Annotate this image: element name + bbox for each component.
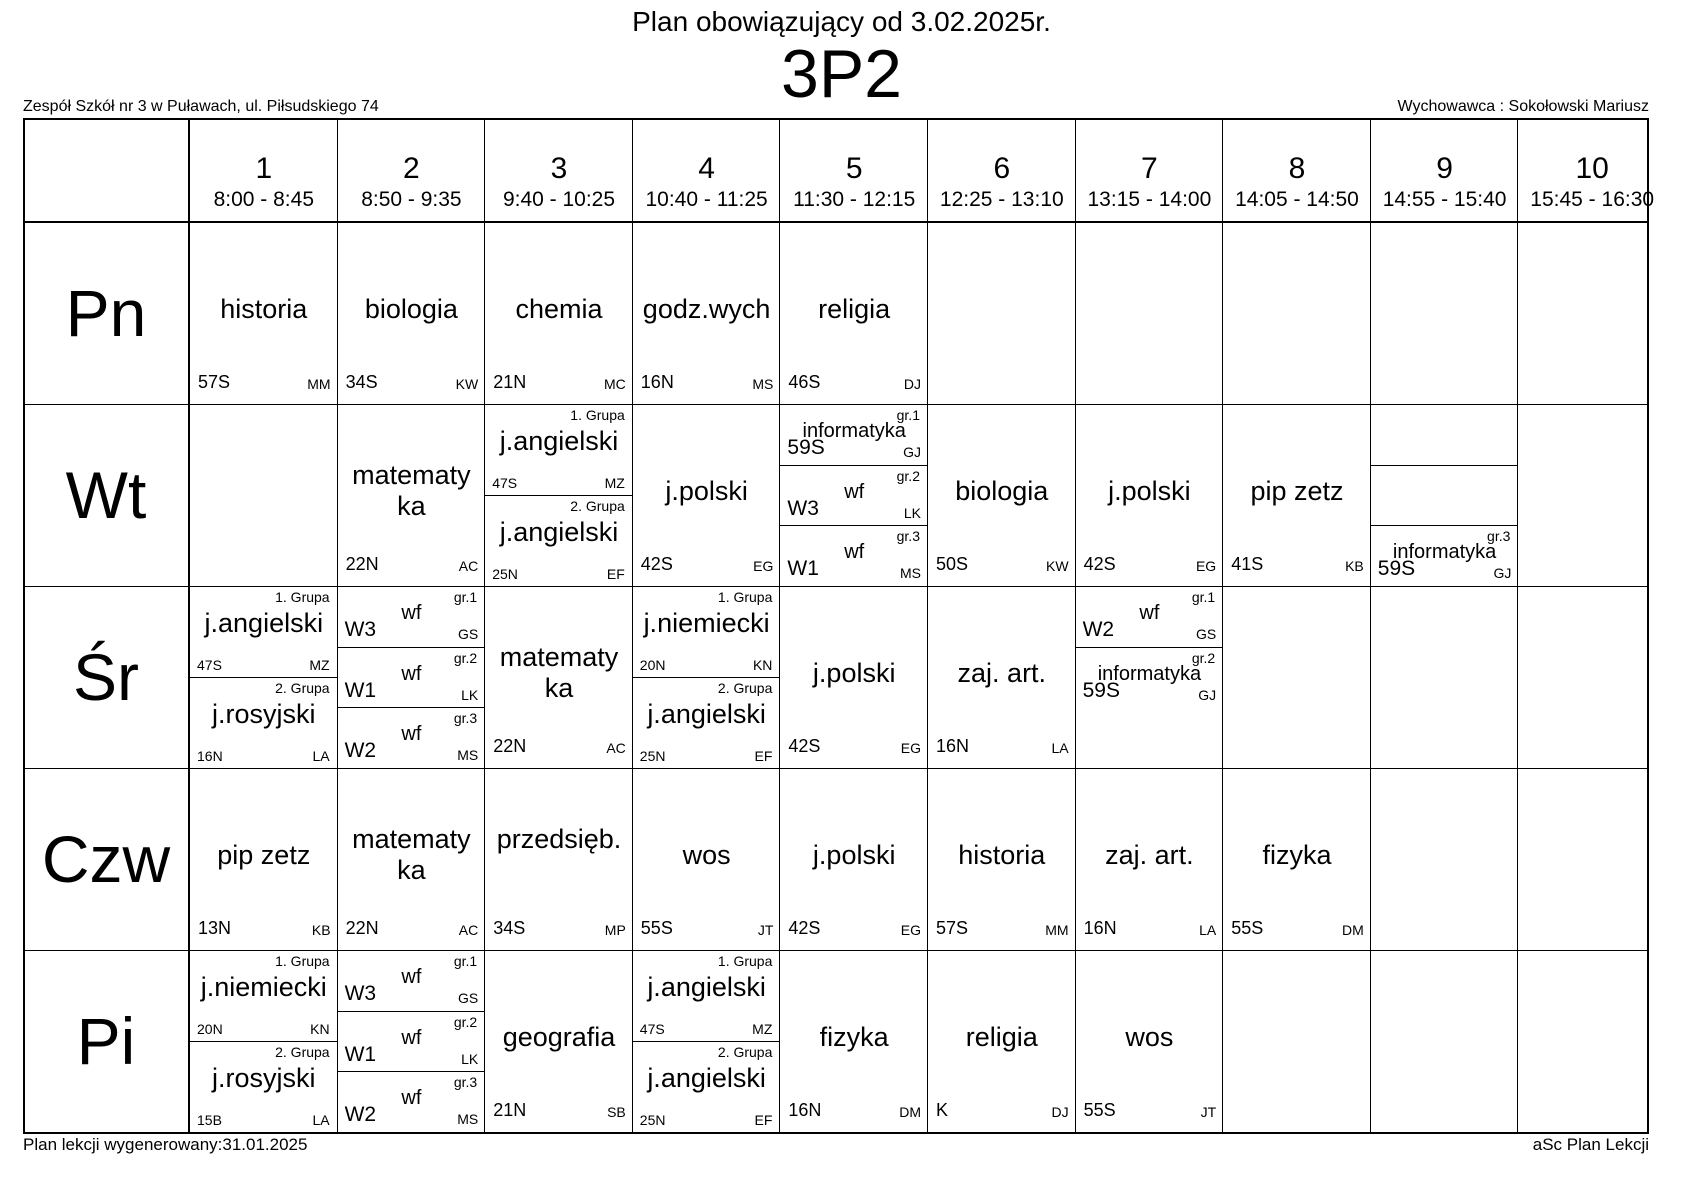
teacher-code: MZ (752, 1021, 773, 1037)
subject-name: matematyka (352, 824, 471, 886)
period-header (1223, 120, 1371, 222)
group-divider (338, 707, 486, 708)
teacher-code: AC (458, 922, 479, 938)
room-number: W2 (1082, 618, 1115, 641)
lesson-cell (633, 222, 781, 404)
subject-name: j.angielski (647, 972, 766, 1002)
subject-name: biologia (364, 294, 458, 324)
group-label: 2. Grupa (570, 498, 625, 514)
group-divider (338, 1011, 486, 1012)
room-number: W3 (787, 496, 819, 520)
period-time: 8:50 - 9:35 (361, 188, 462, 211)
lesson-cell (633, 586, 781, 768)
period-time: 10:40 - 11:25 (645, 188, 768, 211)
subject-name: wf (1139, 602, 1160, 624)
subject-name: wos (1125, 1022, 1174, 1052)
column-divider (1517, 120, 1518, 1132)
lesson-cell (485, 222, 633, 404)
period-time: 13:15 - 14:00 (1087, 188, 1212, 211)
room-number: 41S (1231, 554, 1264, 574)
lesson-cell (928, 768, 1076, 950)
room-number: 55S (640, 918, 673, 938)
subject-name: j.polski (665, 476, 748, 506)
column-divider (1370, 120, 1371, 1132)
school-name: Zespół Szkół nr 3 w Puławach, ul. Piłsudskiego 74 (23, 98, 379, 115)
period-header (780, 120, 928, 222)
lesson-cell (338, 950, 486, 1132)
day-label: Czw (41, 822, 171, 896)
lesson-cell (190, 222, 338, 404)
subject-name: wf (401, 1087, 422, 1110)
homeroom-teacher: Wychowawca : Sokołowski Mariusz (1397, 98, 1649, 115)
period-time: 9:40 - 10:25 (502, 188, 616, 211)
subject-name: pip zetz (1250, 476, 1344, 506)
subject-name: j.polski (812, 840, 896, 870)
period-header (1371, 120, 1519, 222)
period-header (1518, 120, 1666, 222)
lesson-cell (485, 950, 633, 1132)
timetable-grid (23, 118, 1655, 1134)
lesson-cell (1223, 404, 1371, 586)
teacher-code: MS (457, 1111, 479, 1128)
room-number: W3 (344, 618, 377, 641)
room-number: 25N (639, 1112, 666, 1128)
subject-name: matematyka (499, 642, 619, 704)
room-number: 50S (936, 554, 969, 574)
teacher-code: EG (900, 922, 921, 938)
period-number: 5 (845, 152, 863, 185)
subject-name: fizyka (1262, 840, 1332, 870)
day-label: Śr (73, 640, 139, 714)
room-number: W1 (787, 557, 819, 581)
room-number: 16N (788, 1100, 822, 1120)
subject-name: j.polski (1108, 476, 1191, 506)
teacher-code: LK (461, 686, 479, 703)
period-time: 14:55 - 15:40 (1382, 188, 1507, 211)
day-label: Pi (76, 1004, 136, 1078)
group-divider (190, 677, 338, 678)
lesson-cell (1076, 404, 1224, 586)
group-divider (780, 465, 928, 466)
lesson-cell (190, 586, 338, 768)
software-brand: aSc Plan Lekcji (1532, 1135, 1649, 1154)
class-title: 3P2 (781, 36, 902, 112)
teacher-code: JT (1200, 1104, 1217, 1120)
room-number: 42S (788, 918, 821, 938)
group-divider (780, 525, 928, 526)
teacher-code: MM (1045, 922, 1069, 938)
room-number: 34S (493, 918, 526, 938)
subject-name: matematyka (352, 460, 471, 522)
teacher-code: LK (461, 1050, 479, 1067)
room-number: W1 (344, 678, 377, 702)
teacher-code: MS (752, 376, 774, 392)
lesson-cell (928, 404, 1076, 586)
teacher-code: GS (457, 626, 479, 642)
subject-name: wf (401, 1026, 422, 1049)
group-label: gr.3 (896, 528, 920, 545)
group-divider (338, 1071, 486, 1072)
room-number: 46S (788, 372, 821, 392)
teacher-code: KB (311, 922, 331, 938)
period-number: 9 (1436, 152, 1453, 185)
generated-date: Plan lekcji wygenerowany:31.01.2025 (23, 1135, 308, 1154)
teacher-code: GJ (903, 444, 921, 460)
room-number: W2 (344, 739, 377, 763)
teacher-code: MC (604, 376, 626, 392)
room-number: W3 (344, 982, 377, 1005)
teacher-code: EF (754, 1112, 773, 1128)
teacher-code: EG (900, 740, 921, 756)
lesson-cell (928, 950, 1076, 1132)
teacher-code: DM (899, 1104, 921, 1120)
teacher-code: MS (457, 747, 479, 764)
subject-name: wf (401, 966, 422, 988)
group-label: 1. Grupa (717, 589, 773, 605)
room-number: 22N (345, 918, 379, 938)
room-number: 47S (492, 475, 518, 491)
period-number: 1 (255, 152, 273, 185)
period-header (485, 120, 633, 222)
teacher-code: DM (1342, 922, 1364, 938)
group-label: gr.3 (453, 1074, 478, 1091)
period-number: 6 (993, 152, 1011, 185)
subject-name: zaj. art. (957, 658, 1047, 688)
teacher-code: LA (312, 748, 330, 764)
teacher-code: LA (1051, 740, 1069, 756)
group-label: 2. Grupa (275, 1044, 330, 1060)
group-label: gr.3 (453, 710, 478, 727)
group-label: gr.2 (1191, 649, 1216, 666)
room-number: W1 (344, 1042, 377, 1066)
group-label: 1. Grupa (717, 953, 773, 969)
room-number: 16N (1083, 918, 1117, 938)
room-number: 16N (936, 736, 970, 756)
teacher-code: EG (1195, 558, 1217, 574)
room-number: 16N (197, 748, 223, 764)
lesson-cell (780, 768, 928, 950)
period-header (190, 120, 338, 222)
period-number: 10 (1575, 152, 1609, 185)
teacher-code: MP (604, 922, 626, 938)
teacher-code: EG (753, 558, 774, 574)
lesson-cell (338, 404, 486, 586)
room-number: 25N (639, 748, 666, 764)
teacher-code: MM (307, 376, 331, 392)
period-header (338, 120, 486, 222)
group-label: gr.2 (453, 649, 478, 666)
teacher-code: SB (607, 1104, 626, 1120)
group-label: 2. Grupa (717, 1044, 773, 1060)
room-number: 16N (640, 372, 674, 392)
room-number: 25N (492, 566, 518, 582)
room-number: 42S (788, 736, 821, 756)
period-number: 4 (698, 152, 715, 185)
subject-name: wf (401, 602, 422, 624)
teacher-code: KB (1345, 558, 1364, 574)
subject-name: j.rosyjski (212, 1063, 316, 1093)
room-number: 21N (493, 372, 527, 392)
lesson-cell (780, 222, 928, 404)
period-number: 3 (550, 152, 568, 185)
subject-name: j.angielski (647, 1063, 766, 1093)
teacher-code: EF (606, 566, 625, 582)
room-number: 59S (1082, 678, 1120, 702)
period-number: 2 (403, 152, 420, 185)
teacher-code: MZ (604, 475, 625, 491)
lesson-cell (338, 768, 486, 950)
lesson-cell (928, 586, 1076, 768)
group-divider (633, 677, 781, 678)
lesson-cell (338, 586, 486, 768)
lesson-cell (633, 404, 781, 586)
subject-name: przedsięb. (496, 824, 622, 854)
teacher-code: EF (754, 748, 773, 764)
subject-name: informatyka (1097, 662, 1202, 685)
teacher-code: KN (752, 657, 773, 673)
group-label: gr.1 (453, 953, 478, 969)
teacher-code: LA (1199, 922, 1217, 938)
room-number: 20N (639, 657, 666, 673)
room-number: 57S (936, 918, 969, 938)
group-divider (1371, 465, 1519, 466)
period-header (928, 120, 1076, 222)
group-label: gr.1 (453, 589, 478, 605)
period-number: 8 (1288, 152, 1306, 185)
subject-name: j.angielski (204, 608, 324, 638)
subject-name: j.angielski (499, 517, 619, 547)
room-number: 15B (197, 1112, 222, 1128)
subject-name: chemia (515, 294, 603, 324)
lesson-cell (633, 768, 781, 950)
subject-name: j.angielski (499, 426, 619, 456)
room-number: 21N (493, 1100, 527, 1120)
lesson-cell (1371, 404, 1519, 586)
day-label: Wt (65, 458, 147, 532)
subject-name: j.niemiecki (200, 972, 327, 1002)
subject-name: wf (401, 723, 422, 746)
lesson-cell (190, 768, 338, 950)
room-number: 22N (345, 554, 379, 574)
teacher-code: KN (310, 1021, 330, 1037)
teacher-code: GS (457, 990, 479, 1006)
room-number: 55S (1231, 918, 1264, 938)
day-label: Pn (65, 276, 147, 350)
teacher-code: LA (312, 1112, 330, 1128)
room-number: 42S (1083, 554, 1116, 574)
group-divider (1076, 647, 1224, 648)
room-number: W2 (344, 1103, 377, 1127)
lesson-cell (485, 768, 633, 950)
group-label: gr.1 (896, 407, 920, 423)
room-number: 20N (197, 1021, 223, 1037)
group-label: 1. Grupa (275, 589, 330, 605)
period-number: 7 (1141, 152, 1158, 185)
subject-name: historia (220, 294, 308, 324)
group-divider (338, 647, 486, 648)
teacher-code: AC (458, 558, 479, 574)
subject-name: fizyka (819, 1022, 889, 1052)
subject-name: wf (844, 480, 865, 503)
room-number: 42S (640, 554, 673, 574)
lesson-cell (780, 404, 928, 586)
room-number: 55S (1083, 1100, 1116, 1120)
subject-name: pip zetz (217, 840, 311, 870)
subject-name: biologia (955, 476, 1049, 506)
room-number: 22N (493, 736, 527, 756)
subject-name: religia (965, 1022, 1038, 1052)
room-number: 47S (639, 1021, 665, 1037)
subject-name: j.angielski (647, 699, 766, 729)
subject-name: historia (958, 840, 1046, 870)
group-label: 1. Grupa (275, 953, 330, 969)
subject-name: j.rosyjski (212, 699, 316, 729)
lesson-cell (1076, 950, 1224, 1132)
room-number: K (936, 1100, 949, 1120)
lesson-cell (780, 586, 928, 768)
group-label: gr.2 (453, 1013, 478, 1030)
lesson-cell (1223, 768, 1371, 950)
group-divider (1371, 525, 1519, 526)
period-time: 14:05 - 14:50 (1235, 188, 1359, 211)
period-time: 15:45 - 16:30 (1530, 188, 1655, 211)
group-label: gr.1 (1191, 589, 1216, 605)
period-time: 12:25 - 13:10 (939, 188, 1064, 211)
subject-name: wf (401, 662, 422, 685)
room-number: 13N (198, 918, 232, 938)
period-time: 8:00 - 8:45 (213, 188, 314, 211)
group-label: 2. Grupa (717, 680, 773, 696)
subject-name: religia (818, 294, 891, 324)
lesson-cell (780, 950, 928, 1132)
room-number: 34S (345, 372, 378, 392)
teacher-code: DJ (1051, 1104, 1069, 1120)
lesson-cell (1076, 768, 1224, 950)
lesson-cell (485, 586, 633, 768)
teacher-code: MS (899, 565, 921, 582)
subject-name: zaj. art. (1105, 840, 1194, 870)
subject-name: geografia (502, 1022, 616, 1052)
period-header (1076, 120, 1224, 222)
teacher-code: KW (1046, 558, 1069, 574)
teacher-code: GJ (1198, 686, 1217, 703)
lesson-cell (485, 404, 633, 586)
lesson-cell (1076, 586, 1224, 768)
teacher-code: MZ (309, 657, 330, 673)
room-number: 57S (198, 372, 231, 392)
teacher-code: DJ (903, 376, 921, 392)
period-time: 11:30 - 12:15 (793, 188, 916, 211)
subject-name: j.niemiecki (643, 608, 770, 638)
subject-name: wos (682, 840, 731, 870)
subject-name: informatyka (802, 420, 906, 442)
room-number: 59S (1377, 557, 1416, 581)
group-divider (190, 1041, 338, 1042)
room-number: 59S (787, 436, 825, 459)
group-divider (485, 495, 633, 496)
subject-name: wf (844, 541, 865, 564)
plan-valid-from: Plan obowiązujący od 3.02.2025r. (632, 6, 1051, 37)
room-number: 47S (197, 657, 222, 673)
teacher-code: JT (757, 922, 774, 938)
subject-name: j.polski (812, 658, 896, 688)
group-label: 2. Grupa (275, 680, 330, 696)
teacher-code: LK (903, 504, 921, 521)
lesson-cell (338, 222, 486, 404)
teacher-code: KW (455, 376, 479, 392)
teacher-code: AC (606, 740, 626, 756)
group-label: 1. Grupa (570, 407, 625, 423)
teacher-code: GS (1195, 626, 1217, 642)
lesson-cell (190, 950, 338, 1132)
period-header (633, 120, 781, 222)
lesson-cell (633, 950, 781, 1132)
group-label: gr.2 (896, 467, 920, 484)
group-label: gr.3 (1487, 528, 1511, 545)
group-divider (633, 1041, 781, 1042)
subject-name: godz.wych (642, 294, 771, 324)
teacher-code: GJ (1493, 565, 1512, 582)
subject-name: informatyka (1392, 541, 1497, 564)
